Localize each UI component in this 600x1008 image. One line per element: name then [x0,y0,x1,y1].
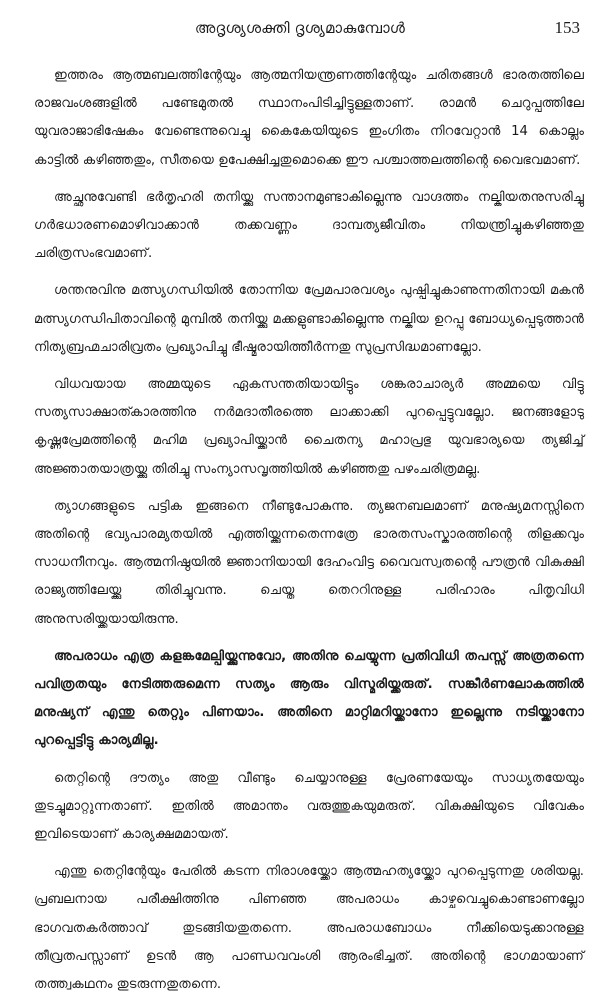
paragraph-3: ശന്തനുവിനു മത്സ്യഗന്ധിയിൽ തോന്നിയ പ്രേമപാരവശ്യം പുഷ്പിച്ചുകാണുന്നതിനായി മകൻ മത്സ്യഗന്ധിപിതാവിന്റെ മുമ്പിൽ തനിയ്ക്കു മക്കളുണ്ടാകില്ലെന്നു നല്കിയ ഉറപ്പു ബോധ്യപ്പെടുത്താൻ നിത്യബ്രഹ്മചാരിവ്രതം പ്രഖ്യാപിച്ചു ഭീഷ്മരായിത്തീർന്നതു സുപ്രസിദ്ധമാണല്ലോ. [34,283,584,355]
paragraph-4: വിധവയായ അമ്മയുടെ ഏകസന്തതിയായിട്ടും ശങ്കരാചാര്യർ അമ്മയെ വിട്ടു സത്യസാക്ഷാത്കാരത്തിനു നർമദാതീരത്തെ ലാക്കാക്കി പുറപ്പെട്ടുവല്ലോ. ജനങ്ങളോടു കൃഷ്ണപ്രേമത്തിന്റെ മഹിമ പ്രഖ്യാപിയ്ക്കാൻ ചൈതന്യ മഹാപ്രഭു യുവഭാര്യയെ ത്യജിച്ച് അജ്ഞാതയാത്രയ്ക്കു തിരിച്ചു സംന്യാസവൃത്തിയിൽ കഴിഞ്ഞതു പഴംചരിത്രമല്ല. [34,377,584,477]
paragraph-6-emphasis: അപരാധം എത്ര കളങ്കമേല്പിയ്ക്കുന്നുവോ, അതിനു ചെയ്യുന്ന പ്രതിവിധി തപസ്സ് അത്രതന്നെ പവിത്രതയും നേടിത്തരുമെന്ന സത്യം ആരും വിസ്മരിയ്ക്കരുത്. സങ്കീർണലോകത്തിൽ മനുഷ്യന് എന്തു തെറ്റും പിണയാം. അതിനെ മാറ്റിമറിയ്ക്കാനോ ഇല്ലെന്നു നടിയ്ക്കാനോ പുറപ്പെട്ടിട്ടു കാര്യമില്ല. [34,648,584,749]
body-text [34,62,584,1008]
paragraph-7: തെറ്റിന്റെ ദൗത്യം അതു വീണ്ടും ചെയ്യാനുള്ള പ്രേരണയേയും സാധ്യതയേയും തുടച്ചുമാറ്റുന്നതാണ്. ഇതിൽ അമാന്തം വരുത്തുകയുമരുത്. വികുക്ഷിയുടെ വിവേകം ഇവിടെയാണ് കാര്യക്ഷമമായത്. [34,770,584,843]
paragraph-5: ത്യാഗങ്ങളുടെ പട്ടിക ഇങ്ങനെ നീണ്ടുപോകുന്നു. ത്യജനബലമാണ് മനുഷ്യമനസ്സിനെ അതിന്റെ ഭവ്യപാരമ്യതയിൽ എത്തിയ്ക്കുന്നതെന്നത്രേ ഭാരതസംസ്കാരത്തിന്റെ തിളക്കവും സാധനീനവും. ആത്മനിഷ്ഠയിൽ ജ്ഞാനിയായി ദേഹംവിട്ട വൈവസ്വതന്റെ പൗത്രൻ വികുക്ഷി രാജ്യത്തിലേയ്ക്കു തിരിച്ചുവന്നു. ചെയ്ത തെററിനുള്ള പരിഹാരം പിതൃവിധി അനുസരിയ്ക്കയായിരുന്നു. [34,498,584,627]
paragraph-1: ഇത്തരം ആത്മബലത്തിന്റേയും ആത്മനിയന്ത്രണത്തിന്റേയും ചരിതങ്ങൾ ഭാരതത്തിലെ രാജവംശങ്ങളിൽ പണ്ടേമുതൽ സ്ഥാനംപിടിച്ചിട്ടുള്ളതാണ്. രാമൻ ചെറുപ്പത്തിലേ യുവരാജാഭിഷേകം വേണ്ടെന്നുവെച്ചു കൈകേയിയുടെ ഇംഗിതം നിറവേറ്റാൻ 14 കൊല്ലം കാട്ടിൽ കഴിഞ്ഞതും, സീതയെ ഉപേക്ഷിച്ചതുമൊക്കെ ഈ പശ്ചാത്തലത്തിന്റെ വൈഭവമാണ്. [34,68,584,168]
running-header [0,14,600,42]
page-number: 153 [554,18,580,37]
paragraph-2: അച്ഛനുവേണ്ടി ഭർതൃഹരി തനിയ്ക്കു സന്താനമുണ്ടാകില്ലെന്നു വാഗ്ദത്തം നല്കിയതനുസരിച്ചു ഗർഭധാരണമൊഴിവാക്കാൻ തക്കവണ്ണം ദാമ്പത്യജീവിതം നിയന്ത്രിച്ചുകഴിഞ്ഞതു ചരിത്രസംഭവമാണ്. [34,189,584,262]
paragraph-8: എന്തു തെറ്റിന്റേയും പേരിൽ കടന്ന നിരാശയ്ക്കോ ആത്മഹത്യയ്ക്കോ പുറപ്പെടുന്നതു ശരിയല്ല. പ്രബലനായ പരീക്ഷിത്തിനു പിണഞ്ഞ അപരാധം കാഴ്ചവെച്ചുകൊണ്ടാണല്ലോ ഭാഗവതകർത്താവ് തുടങ്ങിയതുതന്നെ. അപരാധബോധം നീക്കിയെടുക്കാനുള്ള തീവ്രതപസ്സാണ് ഉടൻ ആ പാണ്ഡവവംശി ആരംഭിച്ചത്. അതിന്റെ ഭാഗമായാണ് തത്ത്വകഥനം തുടരുന്നതുതന്നെ. [34,864,584,993]
running-title: അദൃശ്യശക്തി ദൃശ്യമാകുമ്പോൾ [194,19,406,37]
